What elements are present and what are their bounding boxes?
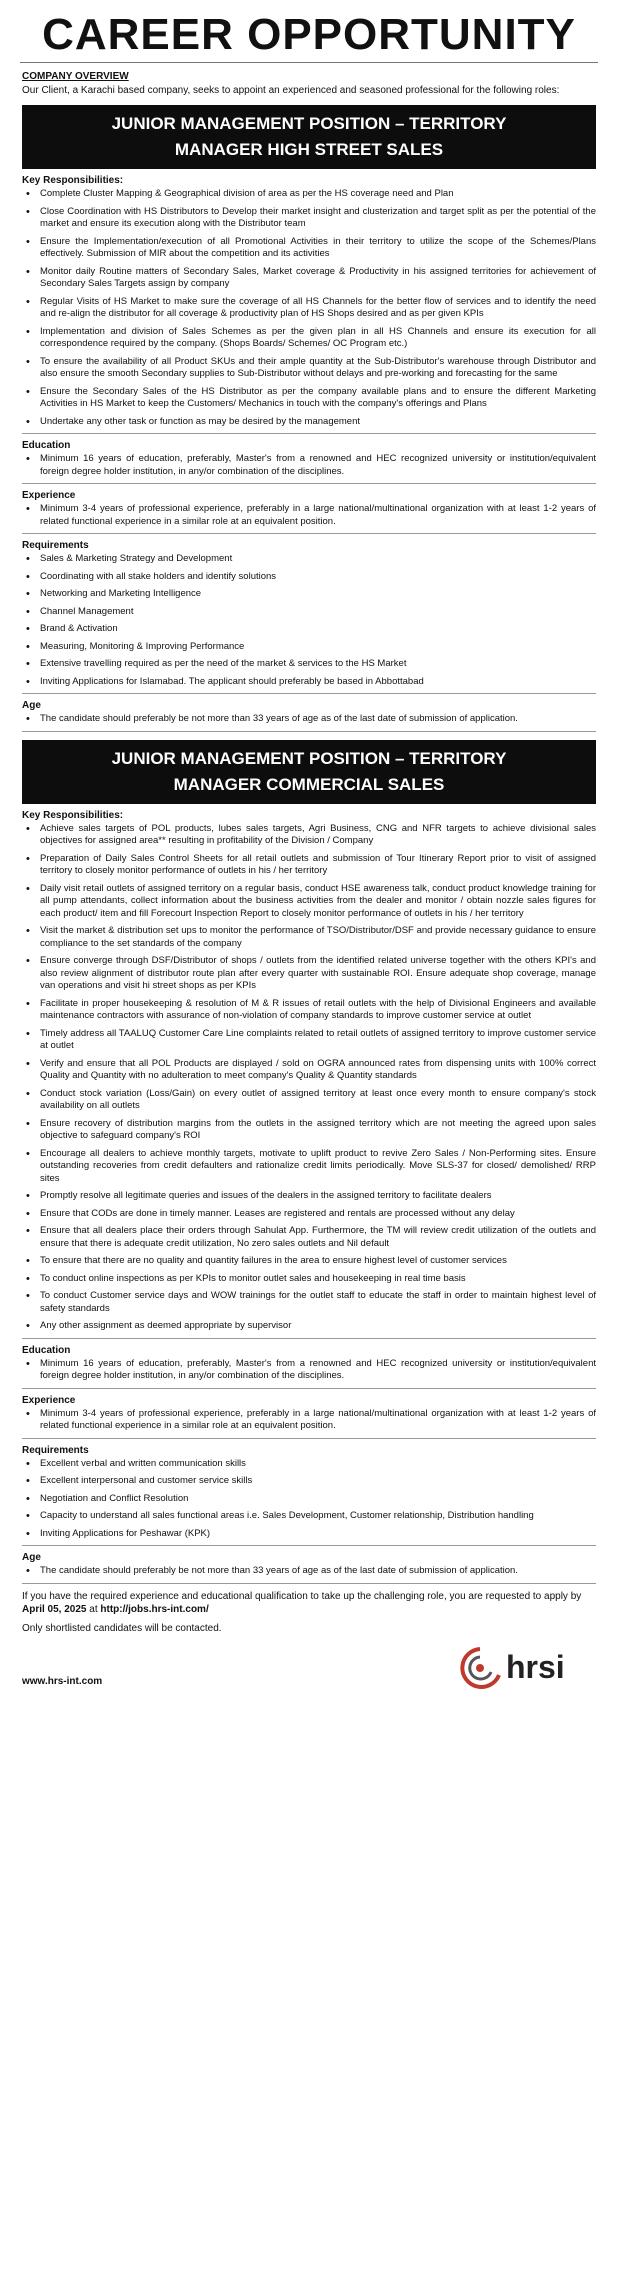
- section-divider: [22, 433, 596, 434]
- responsibility-item: • To ensure that there are no quality and quantity failures in the area to ensure highest level of customer services: [22, 1255, 596, 1268]
- age-item-list: [22, 713, 596, 726]
- company-overview-text: Our Client, a Karachi based company, seeks to appoint an experienced and seasoned professional for the following roles:: [22, 85, 560, 96]
- responsibility-item: • Preparation of Daily Sales Control Sheets for all retail outlets and submission of Tour Itinerary Report prior to visit of assigned territory to closely monitor performance of outlets in his / her territory: [22, 853, 596, 878]
- responsibility-item: • Ensure recovery of distribution margins from the outlets in the assigned territory which are not meeting the agreed upon sales objective to safeguard company's ROI: [22, 1118, 596, 1143]
- section-divider: [22, 693, 596, 694]
- age-heading: Age: [22, 700, 41, 711]
- section-divider: [22, 1338, 596, 1339]
- responsibility-item: • Daily visit retail outlets of assigned territory on a regular basis, conduct HSE awareness talk, conduct product knowledge training for all pump attendants, collect information about the business activities from the dealer and monitor / obtain nozzle sales figures for each product/ item and fill Forecourt Inspection Report to closely monitor performance of outlets in his / her territory: [22, 883, 596, 921]
- responsibility-item-list: [22, 188, 596, 428]
- responsibility-item: • Monitor daily Routine matters of Secondary Sales, Market coverage & Productivity in his assigned territories for achievement of Secondary Sales Targets assign by company: [22, 266, 596, 291]
- education-heading: Education: [22, 440, 71, 451]
- education-heading: Education: [22, 1344, 71, 1356]
- responsibility-item: • Achieve sales targets of POL products, lubes sales targets, Agri Business, CNG and NFR targets to achieve divisional sales objectives for assigned area** resulting in profitability of the Division / Company: [22, 823, 596, 848]
- responsibility-item: • Facilitate in proper housekeeping & resolution of M & R issues of retail outlets with the help of Divisional Engineers and available maintenance contractors with assurance of non-violation of company standards to improve customer service at outlet: [22, 998, 596, 1023]
- responsibility-item-list: [22, 823, 596, 1333]
- education-item: • Minimum 16 years of education, preferably, Master's from a renowned and HEC recognized university or institution/equivalent foreign degree holder institution, in any/or combination of the disciplines.: [22, 1358, 596, 1383]
- experience-item-list: [22, 1408, 596, 1433]
- website-link[interactable]: www.hrs-int.com: [22, 1675, 103, 1687]
- requirement-item: • Capacity to understand all sales functional areas i.e. Sales Development, Customer relationship, Distribution handling: [22, 1510, 596, 1523]
- requirements-heading: Requirements: [22, 540, 89, 551]
- experience-item: • Minimum 3-4 years of professional experience, preferably in a large national/multinational organization with at least 1-2 years of related functional experience in a similar role at an equivalent position.: [22, 1408, 596, 1433]
- requirement-item: • Excellent interpersonal and customer service skills: [22, 1475, 596, 1488]
- position-title-line2: MANAGER HIGH STREET SALES: [174, 140, 444, 159]
- responsibility-item: • Close Coordination with HS Distributors to Develop their market insight and clusterization and target split as per the potential of the market and ensure its execution along with the Distributor team: [22, 206, 596, 231]
- responsibility-item: • Ensure the Implementation/execution of all Promotional Activities in their territory to utilize the scope of the Schemes/Plans effectively. Submission of MIR about the competition and its activities: [22, 236, 596, 261]
- responsibility-item: • Conduct stock variation (Loss/Gain) on every outlet of assigned territory at least once every month to ensure company's stock availability on all outlets: [22, 1088, 596, 1113]
- position-banner: [22, 740, 596, 804]
- requirement-item: • Excellent verbal and written communication skills: [22, 1458, 596, 1471]
- requirement-item: • Inviting Applications for Peshawar (KPK): [22, 1528, 596, 1541]
- requirement-item: • Inviting Applications for Islamabad. The applicant should preferably be based in Abbottabad: [22, 676, 596, 689]
- logo-mark-icon: [456, 1645, 504, 1691]
- section-divider: [22, 731, 596, 732]
- responsibility-item: • Undertake any other task or function as may be desired by the management: [22, 416, 596, 429]
- shortlist-note: Only shortlisted candidates will be contacted.: [22, 1622, 222, 1634]
- footer-row: [22, 1635, 596, 1695]
- section-divider: [22, 483, 596, 484]
- responsibility-item: • Implementation and division of Sales Schemes as per the given plan in all HS Channels and ensure its execution for all correspondence required by the company. (Shops Boards/ Schemes/ OC Program etc.): [22, 326, 596, 351]
- education-item: • Minimum 16 years of education, preferably, Master's from a renowned and HEC recognized university or institution/equivalent foreign degree holder institution, in any/or combination of the disciplines.: [22, 453, 596, 478]
- apply-text-2: at: [86, 1603, 101, 1615]
- responsibility-item: • Ensure that all dealers place their orders through Sahulat App. Furthermore, the TM will review credit utilization of the outlets and ensure that there is adequate credit utilization, No zero sales outlets and Nil default: [22, 1225, 596, 1250]
- responsibility-item: • Promptly resolve all legitimate queries and issues of the dealers in the assigned territory to facilitate dealers: [22, 1190, 596, 1203]
- responsibility-item: • Verify and ensure that all POL Products are displayed / sold on OGRA announced rates from dispensing units with 100% correct Quality and Quantity with no adulteration to meet company's Quality & Quantity standards: [22, 1058, 596, 1083]
- age-item-list: [22, 1565, 596, 1578]
- age-heading: Age: [22, 1552, 41, 1563]
- experience-item: • Minimum 3-4 years of professional experience, preferably in a large national/multinational organization with at least 1-2 years of related functional experience in a similar role at an equivalent position.: [22, 503, 596, 528]
- experience-heading: Experience: [22, 1394, 76, 1406]
- requirement-item-list: [22, 553, 596, 688]
- hrsi-logo: [456, 1645, 596, 1691]
- position-title-line1: JUNIOR MANAGEMENT POSITION – TERRITORY: [111, 114, 507, 133]
- section-divider: [22, 533, 596, 534]
- age-item: • The candidate should preferably be not more than 33 years of age as of the last date of submission of application.: [22, 713, 596, 726]
- section-divider: [22, 1545, 596, 1546]
- page-title: CAREER OPPORTUNITY: [42, 10, 576, 59]
- position-section: [0, 105, 618, 732]
- title-divider: [20, 62, 598, 63]
- company-overview-label: COMPANY OVERVIEW: [22, 71, 129, 82]
- responsibility-item: • Ensure that CODs are done in timely manner. Leases are registered and rentals are processed without any delay: [22, 1208, 596, 1221]
- apply-instructions: [22, 1590, 596, 1616]
- responsibility-item: • Timely address all TAALUQ Customer Care Line complaints related to retail outlets of assigned territory to improve customer service at outlet: [22, 1028, 596, 1053]
- experience-item-list: [22, 503, 596, 528]
- education-item-list: [22, 453, 596, 478]
- requirement-item: • Extensive travelling required as per the need of the market & services to the HS Market: [22, 658, 596, 671]
- education-item-list: [22, 1358, 596, 1383]
- requirement-item: • Negotiation and Conflict Resolution: [22, 1493, 596, 1506]
- requirement-item: • Brand & Activation: [22, 623, 596, 636]
- responsibility-item: • To conduct Customer service days and WOW trainings for the outlet staff to educate the staff in order to maintain highest level of safety standards: [22, 1290, 596, 1315]
- requirement-item-list: [22, 1458, 596, 1541]
- apply-text-1: If you have the required experience and educational qualification to take up the challenging role, you are requested to apply by: [22, 1590, 582, 1602]
- position-section: [0, 740, 618, 1584]
- position-title-line2: MANAGER COMMERCIAL SALES: [173, 774, 445, 794]
- apply-link[interactable]: http://jobs.hrs-int.com/: [100, 1603, 209, 1615]
- requirements-heading: Requirements: [22, 1444, 89, 1456]
- positions-container: [0, 105, 618, 1584]
- requirement-item: • Sales & Marketing Strategy and Development: [22, 553, 596, 566]
- responsibilities-heading: Key Responsibilities:: [22, 175, 124, 186]
- position-banner: [22, 105, 596, 169]
- requirement-item: • Channel Management: [22, 606, 596, 619]
- experience-heading: Experience: [22, 490, 76, 501]
- apply-deadline: April 05, 2025: [22, 1603, 87, 1615]
- logo-text: hrsi: [506, 1648, 565, 1685]
- responsibility-item: • Ensure converge through DSF/Distributor of shops / outlets from the identified related universe together with the others KPI's and also review alignment of distributor route plan after every quarter with sustainable ROI. Ensure adequate shop coverage, manage van operations and visit hi street shops as per KPIs: [22, 955, 596, 993]
- responsibility-item: • Any other assignment as deemed appropriate by supervisor: [22, 1320, 596, 1333]
- responsibility-item: • Complete Cluster Mapping & Geographical division of area as per the HS coverage need and Plan: [22, 188, 596, 201]
- section-divider: [22, 1583, 596, 1584]
- section-divider: [22, 1438, 596, 1439]
- requirement-item: • Coordinating with all stake holders and identify solutions: [22, 571, 596, 584]
- responsibility-item: • To ensure the availability of all Product SKUs and their ample quantity at the Sub-Distributor's warehouse through Distributor and also ensure the smooth Secondary supplies to Sub-Distributor without delays and pre-working and forecasting for the same: [22, 356, 596, 381]
- responsibility-item: • To conduct online inspections as per KPIs to monitor outlet sales and housekeeping in real time basis: [22, 1273, 596, 1286]
- position-title-line1: JUNIOR MANAGEMENT POSITION – TERRITORY: [111, 748, 507, 768]
- responsibilities-heading: Key Responsibilities:: [22, 809, 124, 821]
- responsibility-item: • Ensure the Secondary Sales of the HS Distributor as per the company available plans and to ensure the different Marketing Activities in HS Market to keep the Customers/ Mechanics in touch with the company's offerings and Plans: [22, 386, 596, 411]
- responsibility-item: • Visit the market & distribution set ups to monitor the performance of TSO/Distributor/DSF and provide necessary guidance to ensure compliance to the set standards of the company: [22, 925, 596, 950]
- age-item: • The candidate should preferably be not more than 33 years of age as of the last date of submission of application.: [22, 1565, 596, 1578]
- section-divider: [22, 1388, 596, 1389]
- responsibility-item: • Regular Visits of HS Market to make sure the coverage of all HS Channels for the better flow of services and to identify the need and re-align the distributor for all coverage & productivity plan of HS Shops desired and as per given KPIs: [22, 296, 596, 321]
- responsibility-item: • Encourage all dealers to achieve monthly targets, motivate to uplift product to revive Zero Sales / Non-Performing sites. Ensure outstanding recoveries from credit defaulters and rationalize credit limits periodically. Move SLS-37 for closed/ demolished/ RRP sites: [22, 1148, 596, 1186]
- requirement-item: • Measuring, Monitoring & Improving Performance: [22, 641, 596, 654]
- requirement-item: • Networking and Marketing Intelligence: [22, 588, 596, 601]
